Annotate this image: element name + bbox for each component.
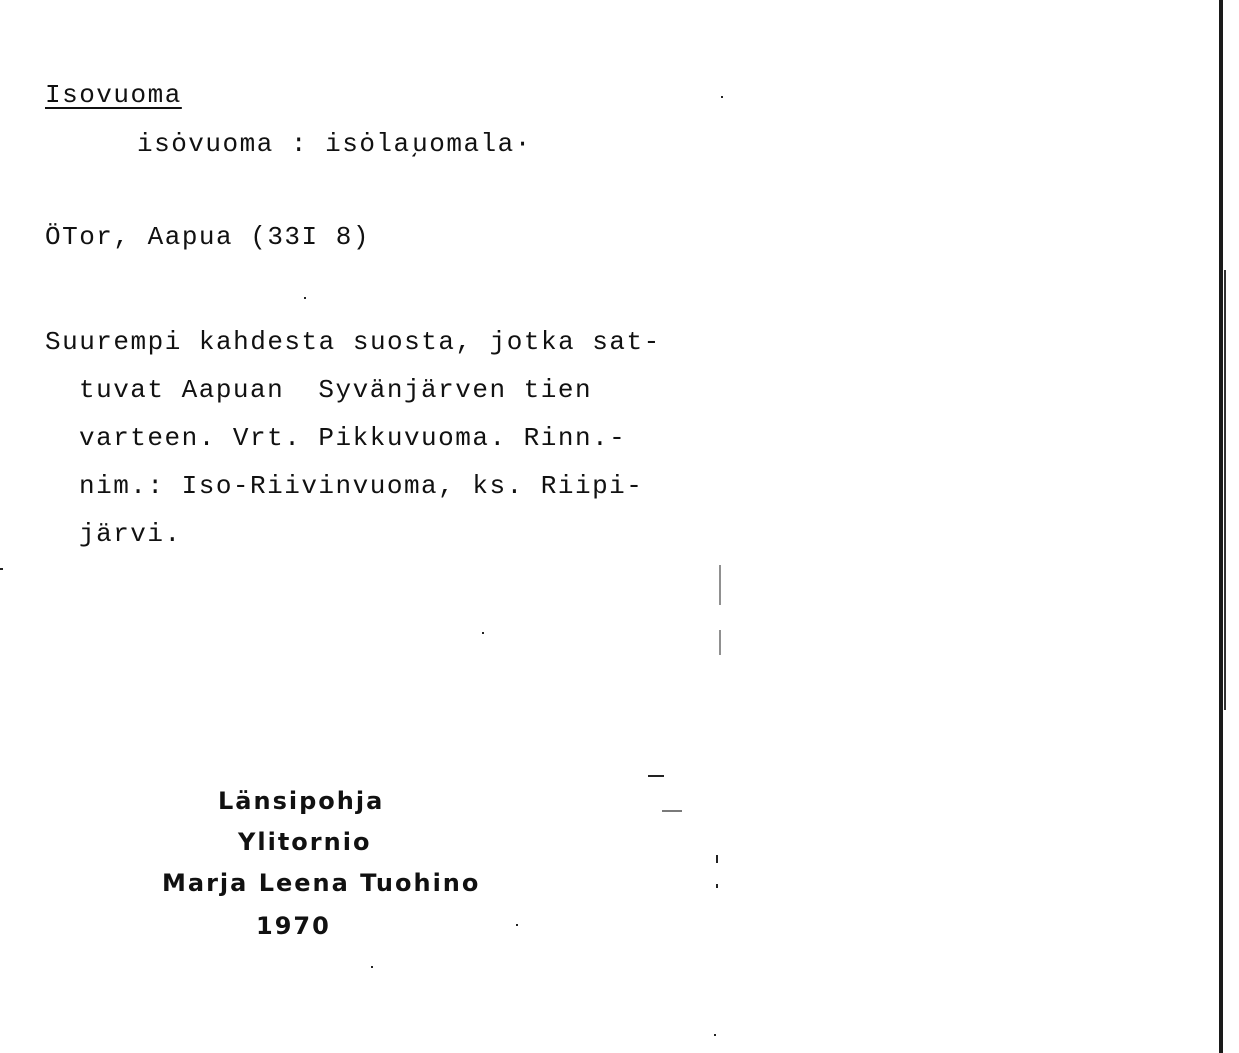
description-line: Suurempi kahdesta suosta, jotka sat- [45,327,661,357]
scan-speck [716,884,718,888]
description-line: järvi. [79,519,182,549]
entry-title: Isovuoma [45,80,182,110]
scan-speck [0,568,3,570]
stamp-region: Länsipohja [218,787,385,815]
description-line: nim.: Iso-Riivinvuoma, ks. Riipi- [79,471,644,501]
scan-speck [662,810,682,812]
scan-speck [714,1034,716,1036]
location-reference: ÖTor, Aapua (33I 8) [45,222,370,252]
scan-speck [716,855,718,863]
scan-speck [482,632,484,634]
pronunciation: isȯvuoma : isȯla͵uomala· [137,129,532,159]
scan-speck [304,297,306,299]
scan-speck [516,924,518,926]
card-edge [1219,0,1223,1053]
stamp-year: 1970 [256,912,331,940]
description [45,318,661,558]
stamp-parish: Ylitornio [238,828,372,856]
description-line: varteen. Vrt. Pikkuvuoma. Rinn.- [79,423,627,453]
stamp-collector: Marja Leena Tuohino [162,869,481,897]
scan-speck [371,966,373,968]
description-line: tuvat Aapuan Syvänjärven tien [79,375,593,405]
scan-speck [719,565,721,605]
scan-speck [648,775,664,777]
scan-speck [719,630,721,655]
scan-speck [721,96,723,98]
card-edge-shadow [1224,270,1226,710]
